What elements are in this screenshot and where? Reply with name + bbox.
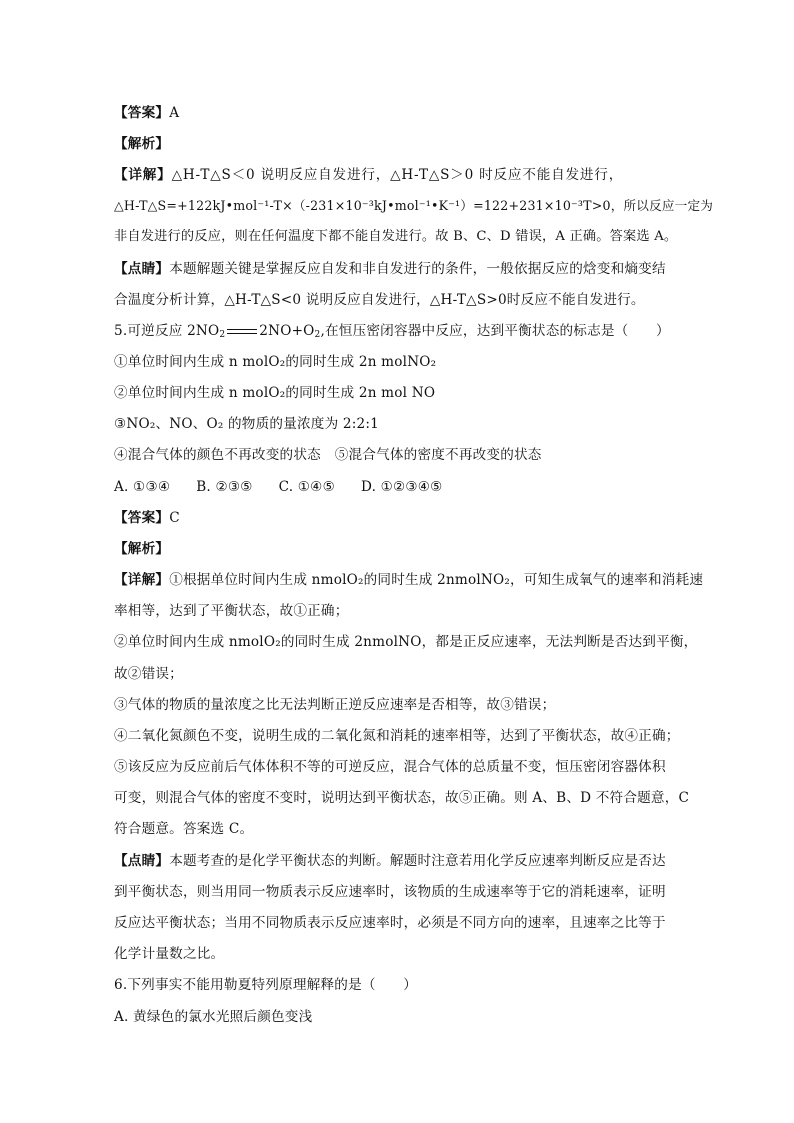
q5-detail-line-9: 符合题意。答案选 C。 [114,821,254,837]
q4-detail-text-1: △H-T△S＜0 说明反应自发进行，△H-T△S＞0 时反应不能自发进行， [171,167,624,183]
q4-point-text-1: 本题解题关键是掌握反应自发和非自发进行的条件，一般依据反应的焓变和熵变结 [169,261,666,277]
q5-stem-part-c: ,在恒压密闭容器中反应，达到平衡状态的标志是（ ） [320,323,670,339]
q5-point-line-3: 反应达平衡状态；当用不同物质表示反应速率时，必须是不同方向的速率，且速率之比等于 [114,915,666,931]
q4-answer [114,103,694,123]
q4-point-line-1 [114,259,694,279]
q5-point-label: 【点睛】 [114,853,170,869]
q5-detail-line-3: ②单位时间内生成 nmolO₂的同时生成 2nmolNO，都是正反应速率，无法判断是否达到平衡， [114,634,698,650]
q5-point-line-1 [114,851,694,871]
q5-point-line-4: 化学计量数之比。 [114,946,225,962]
q5-stem-sub-b: 2 [314,330,321,340]
q5-detail-line-6: ④二氧化氮颜色不变，说明生成的二氧化氮和消耗的速率相等，达到了平衡状态，故④正确； [114,728,680,744]
q5-point-text-1: 本题考查的是化学平衡状态的判断。解题时注意若用化学反应速率判断反应是否达 [169,853,666,869]
q6-stem: 6.下列事实不能用勒夏特列原理解释的是（ ） [114,977,418,993]
q5-analysis-label: 【解析】 [114,541,170,557]
q4-detail-label: 【详解】 [114,167,172,183]
q5-stem [114,321,694,345]
q5-detail-line-8: 可变，则混合气体的密度不变时，说明达到平衡状态，故⑤正确。则 A、B、D 不符合题意，C [114,790,690,806]
q5-option-c: C. ①④⑤ [278,479,335,495]
q5-stem-part-b: 2NO+O [259,323,315,339]
q5-options [114,477,694,497]
q5-detail-line-7: ⑤该反应为反应前后气体体积不等的可逆反应，混合气体的总质量不变，恒压密闭容器体积 [114,759,666,775]
q4-answer-label: 【答案】 [114,105,170,121]
q5-answer [114,508,694,528]
q5-item-4: ④混合气体的颜色不再改变的状态 ⑤混合气体的密度不再改变的状态 [114,447,542,463]
q5-detail-line-1 [114,570,704,590]
q5-item-1: ①单位时间内生成 n molO₂的同时生成 2n molNO₂ [114,354,437,370]
equilibrium-arrow-icon [227,327,257,337]
q5-detail-line-4: 故②错误； [114,666,183,682]
q4-answer-value: A [169,105,180,121]
q4-point-line-2: 合温度分析计算，△H-T△S<0 说明反应自发进行，△H-T△S>0时反应不能自发进行。 [114,292,645,308]
q5-detail-line-2: 率相等，达到了平衡状态，故①正确； [114,603,349,619]
q5-stem-part-a: 5.可逆反应 2NO [114,323,220,339]
q4-analysis-label: 【解析】 [114,136,170,152]
q5-answer-label: 【答案】 [114,510,170,526]
q5-item-3: ③NO₂、NO、O₂ 的物质的量浓度为 2:2:1 [114,416,379,432]
q5-item-2: ②单位时间内生成 n molO₂的同时生成 2n mol NO [114,385,436,401]
q5-detail-label: 【详解】 [114,572,170,588]
q5-answer-value: C [169,510,180,526]
q4-detail-line-1 [114,165,694,185]
q4-point-label: 【点睛】 [114,261,170,277]
q5-option-d: D. ①②③④⑤ [360,479,443,495]
q6-option-a: A. 黄绿色的氯水光照后颜色变浅 [114,1009,313,1025]
q5-point-line-2: 到平衡状态，则当用同一物质表示反应速率时，该物质的生成速率等于它的消耗速率，证明 [114,884,666,900]
q5-detail-text-1: ①根据单位时间内生成 nmolO₂的同时生成 2nmolNO₂，可知生成氧气的速率和消耗速 [169,572,704,588]
q5-option-b: B. ②③⑤ [196,479,253,495]
q5-stem-sub-a: 2 [219,330,226,340]
q4-detail-line-3: 非自发进行的反应，则在任何温度下都不能自发进行。故 B、C、D 错误，A 正确。答案选 A。 [114,229,678,244]
q5-option-a: A. ①③④ [114,479,171,495]
q5-detail-line-5: ③气体的物质的量浓度之比无法判断正逆反应速率是否相等，故③错误； [114,697,556,713]
q4-detail-line-2: △H-T△S=+122kJ•mol⁻¹-T×（-231×10⁻³kJ•mol⁻¹•K⁻¹）=122+231×10⁻³T>0，所以反应一定为 [114,198,714,213]
